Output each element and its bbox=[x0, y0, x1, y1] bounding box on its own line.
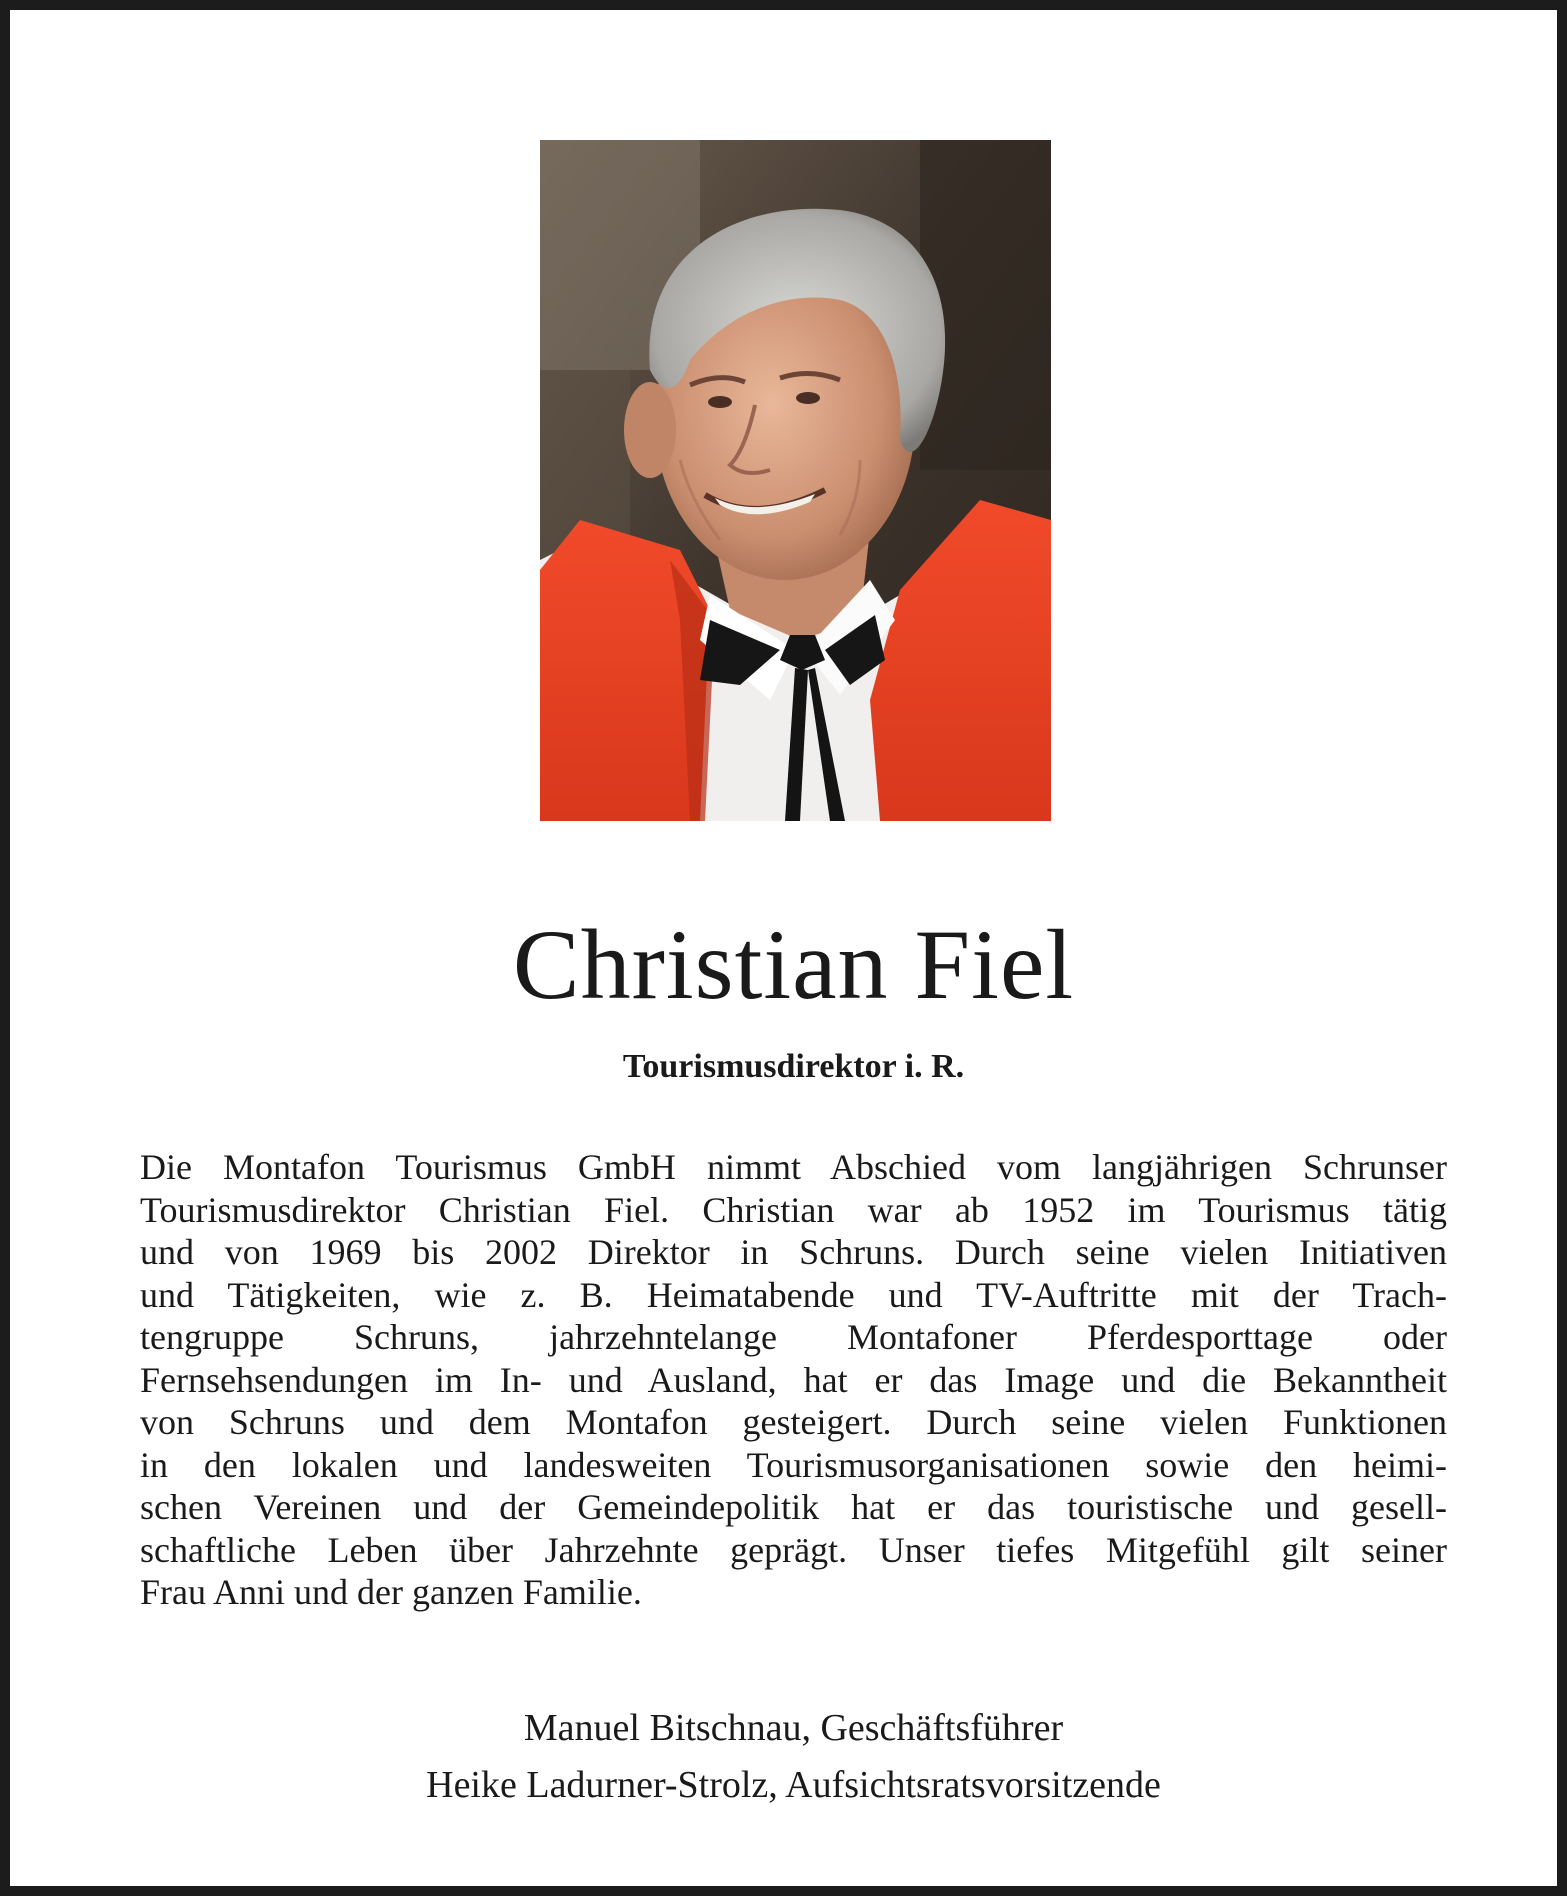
deceased-title: Tourismusdirektor i. R. bbox=[622, 1048, 965, 1085]
signature-line: Heike Ladurner-Strolz, Aufsichtsratsvorsitzende bbox=[426, 1764, 1161, 1806]
obituary-line: Fernsehsendungen im In- und Ausland, hat er das Image und die Bekanntheit bbox=[140, 1359, 1447, 1400]
obituary-line: tengruppe Schruns, jahrzehntelange Montafoner Pferdesporttage oder bbox=[140, 1317, 1447, 1357]
obituary-line: schaftliche Leben über Jahrzehnte geprägt. Unser tiefes Mitgefühl gilt seiner bbox=[140, 1529, 1447, 1570]
portrait-photo bbox=[540, 140, 1051, 821]
obituary-line: von Schruns und dem Montafon gesteigert. Durch seine vielen Funktionen bbox=[140, 1402, 1447, 1442]
obituary-line: und von 1969 bis 2002 Direktor in Schruns. Durch seine vielen Initiativen bbox=[140, 1232, 1447, 1272]
obituary-line: Frau Anni und der ganzen Familie. bbox=[140, 1572, 642, 1612]
obituary-line: Die Montafon Tourismus GmbH nimmt Abschied vom langjährigen Schrunser bbox=[140, 1147, 1447, 1187]
portrait-illustration bbox=[540, 140, 1051, 821]
obituary-line: Tourismusdirektor Christian Fiel. Christian war ab 1952 im Tourismus tätig bbox=[140, 1189, 1447, 1230]
obituary-text bbox=[140, 1146, 1447, 1614]
obituary-line: schen Vereinen und der Gemeindepolitik hat er das touristische und gesell- bbox=[140, 1487, 1447, 1527]
deceased-name: Christian Fiel bbox=[512, 909, 1075, 1020]
obituary-line: und Tätigkeiten, wie z. B. Heimatabende und TV-Auftritte mit der Trach- bbox=[140, 1274, 1447, 1315]
obituary-line: in den lokalen und landesweiten Tourismusorganisationen sowie den heimi- bbox=[140, 1444, 1447, 1485]
signature-line: Manuel Bitschnau, Geschäftsführer bbox=[523, 1707, 1064, 1749]
signature-block bbox=[10, 1700, 1567, 1814]
